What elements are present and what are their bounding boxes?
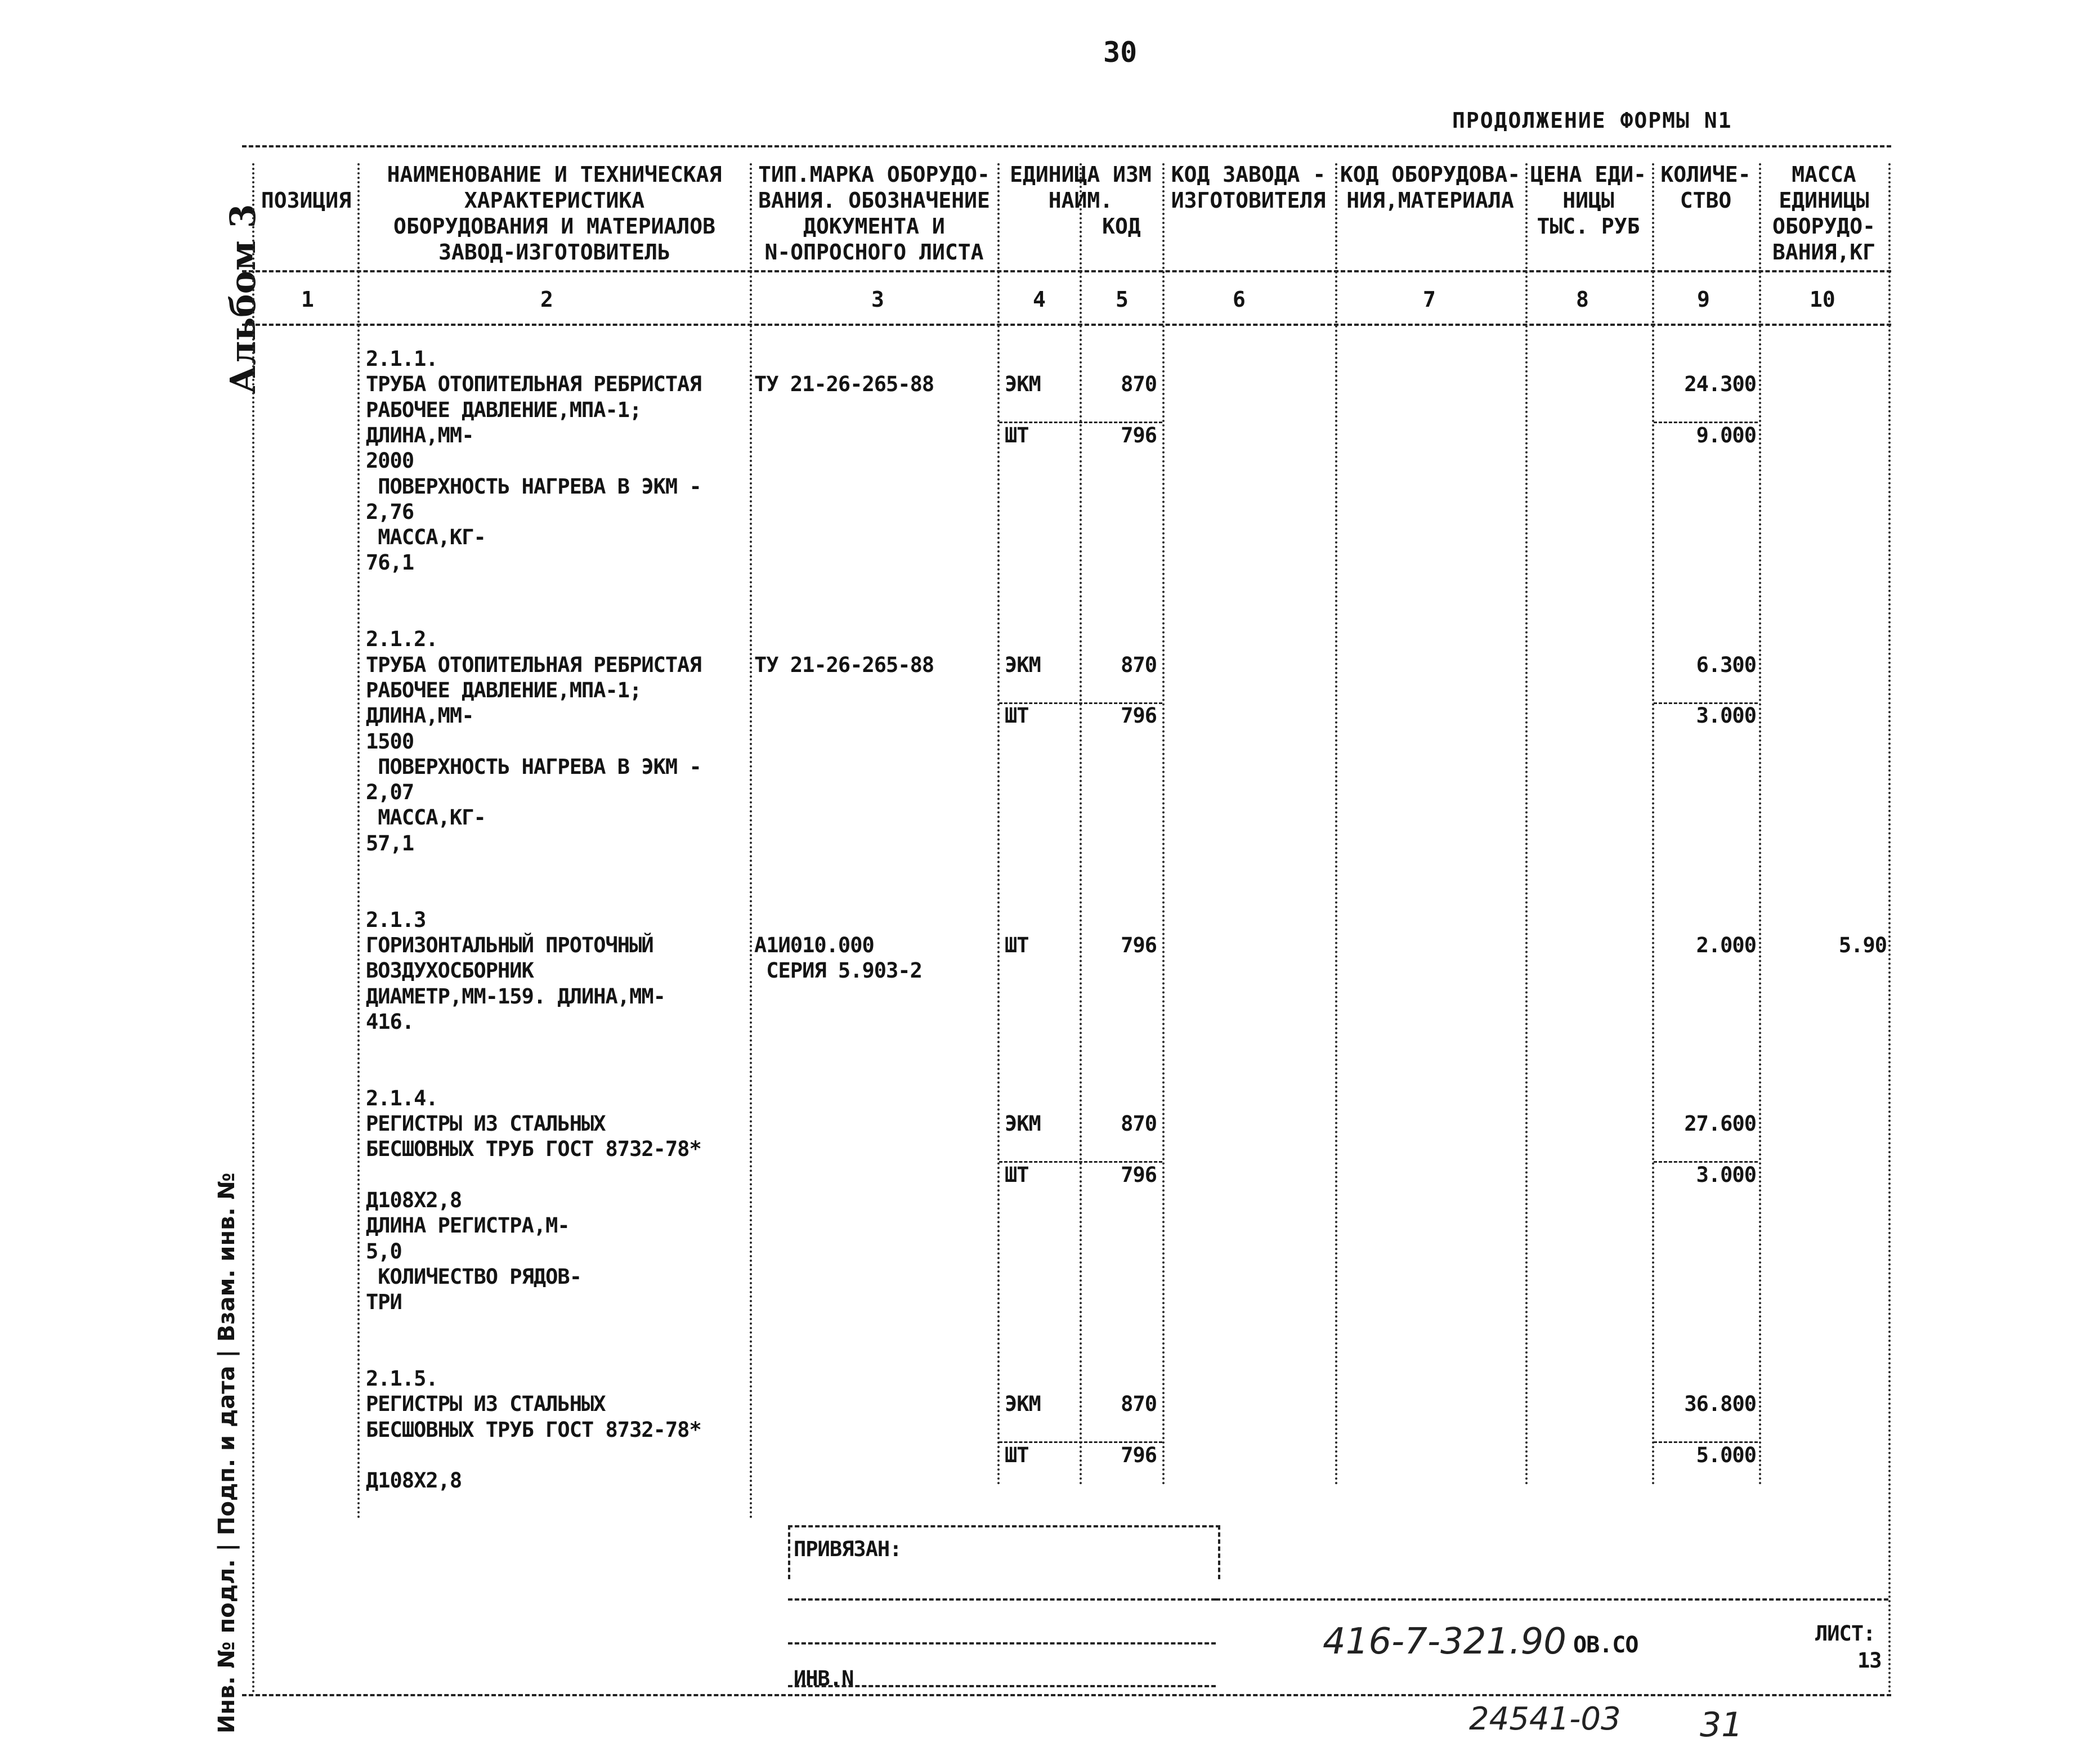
sheet-label: ЛИСТ:	[1815, 1621, 1875, 1646]
cell-c2: МАССА,КГ-	[366, 805, 486, 830]
cell-c2: МАССА,КГ-	[366, 525, 486, 549]
cell-c10: 5.90	[1838, 933, 1887, 957]
header-col-6: КОД ЗАВОДА - ИЗГОТОВИТЕЛЯ	[1171, 162, 1326, 213]
cell-c2: ТРУБА ОТОПИТЕЛЬНАЯ РЕБРИСТАЯ	[366, 372, 701, 396]
cell-c2: ТРИ	[366, 1290, 402, 1314]
cell-c9: 27.600	[1684, 1112, 1756, 1136]
cell-c2: 2.1.2.	[366, 627, 438, 651]
colnum-10: 10	[1810, 287, 1835, 312]
cell-c4: ЭКМ	[1005, 1392, 1041, 1416]
cell-c2: ГОРИЗОНТАЛЬНЫЙ ПРОТОЧНЫЙ	[366, 933, 653, 957]
rule-top	[242, 145, 1891, 147]
cell-c9: 3.000	[1696, 703, 1756, 728]
sheet-number: 13	[1857, 1648, 1882, 1673]
cell-c3: ТУ 21-26-265-88	[754, 653, 934, 677]
cell-c5: 796	[1121, 933, 1157, 957]
page-number: 30	[1103, 36, 1138, 69]
header-col-1: ПОЗИЦИЯ	[261, 188, 352, 213]
cell-c5: 796	[1121, 703, 1157, 728]
header-col-8: ЦЕНА ЕДИ- НИЦЫ ТЫС. РУБ	[1530, 162, 1646, 239]
cell-c2: ДЛИНА,ММ-	[366, 703, 474, 728]
cell-c2: БЕСШОВНЫХ ТРУБ ГОСТ 8732-78*	[366, 1137, 701, 1161]
cell-c2: РАБОЧЕЕ ДАВЛЕНИЕ,МПА-1;	[366, 678, 642, 702]
cell-c2: 2000	[366, 449, 414, 473]
col-sep	[1162, 163, 1165, 1486]
header-col-4: ЕДИНИЦА ИЗМ НАИМ.	[1010, 162, 1152, 213]
colnum-2: 2	[540, 287, 553, 312]
rule-colnum-bottom	[242, 324, 1891, 326]
colnum-7: 7	[1423, 287, 1436, 312]
colnum-1: 1	[301, 287, 314, 312]
cell-c4: ШТ	[1005, 703, 1029, 728]
cell-c2: БЕСШОВНЫХ ТРУБ ГОСТ 8732-78*	[366, 1418, 701, 1442]
cell-c2: РЕГИСТРЫ ИЗ СТАЛЬНЫХ	[366, 1112, 606, 1136]
cell-c3: А1И010.000	[754, 933, 874, 957]
cell-c2: 1500	[366, 729, 414, 754]
cell-c4: ШТ	[1005, 1443, 1029, 1467]
col-sep	[750, 163, 752, 1520]
cell-c2: ДЛИНА РЕГИСТРА,М-	[366, 1213, 570, 1238]
stamp-inv-label: ИНВ.N	[794, 1666, 854, 1691]
cell-c2: ПОВЕРХНОСТЬ НАГРЕВА В ЭКМ -	[366, 755, 701, 779]
col-sep	[252, 163, 254, 1694]
colnum-8: 8	[1576, 287, 1589, 312]
cell-c2: ДЛИНА,ММ-	[366, 423, 474, 447]
side-album-label: Альбом 3	[222, 204, 263, 394]
annex-title: ПРОДОЛЖЕНИЕ ФОРМЫ N1	[1452, 108, 1732, 133]
col-sep	[1888, 163, 1891, 1694]
cell-c2: 57,1	[366, 831, 414, 855]
cell-c9: 9.000	[1696, 423, 1756, 447]
stamp-linked-label: ПРИВЯЗАН:	[794, 1537, 902, 1561]
colnum-4: 4	[1033, 287, 1046, 312]
cell-c4: ШТ	[1005, 1163, 1029, 1187]
doc-code: 416-7-321.90	[1323, 1621, 1566, 1663]
cell-c9: 6.300	[1696, 653, 1756, 677]
cell-c2: ПОВЕРХНОСТЬ НАГРЕВА В ЭКМ -	[366, 474, 701, 499]
cell-c5: 870	[1121, 1392, 1157, 1416]
cell-c5: 870	[1121, 653, 1157, 677]
stamp-right-rule	[1216, 1598, 1888, 1601]
cell-c2: 5,0	[366, 1239, 402, 1263]
stamp-rule	[788, 1642, 1216, 1645]
cell-c9: 24.300	[1684, 372, 1756, 396]
col-sep	[1335, 163, 1337, 1486]
cell-c9: 36.800	[1684, 1392, 1756, 1416]
cell-c2: Д108Х2,8	[366, 1468, 462, 1493]
side-stamp-label: Инв. № подл. | Подп. и дата | Взам. инв. №	[214, 1172, 240, 1733]
cell-c5: 796	[1121, 1443, 1157, 1467]
cell-c3: ТУ 21-26-265-88	[754, 372, 934, 396]
cell-c4: ШТ	[1005, 933, 1029, 957]
colnum-9: 9	[1697, 287, 1710, 312]
rule-header-bottom	[242, 270, 1891, 272]
footer-page-number: 31	[1700, 1705, 1743, 1745]
cell-c2: 2.1.4.	[366, 1086, 438, 1110]
cell-c2: 2,07	[366, 780, 414, 804]
cell-c2: ТРУБА ОТОПИТЕЛЬНАЯ РЕБРИСТАЯ	[366, 653, 701, 677]
cell-c5: 796	[1121, 423, 1157, 447]
header-col-2: НАИМЕНОВАНИЕ И ТЕХНИЧЕСКАЯ ХАРАКТЕРИСТИКА ОБОРУДОВАНИЯ И МАТЕРИАЛОВ ЗАВОД-ИЗГОТОВИТЕЛЬ	[387, 162, 722, 265]
cell-c2: ВОЗДУХОСБОРНИК	[366, 958, 534, 983]
col-sep	[357, 163, 360, 1520]
header-col-9: КОЛИЧЕ- СТВО	[1660, 162, 1751, 213]
cell-c9: 2.000	[1696, 933, 1756, 957]
cell-c5: 870	[1121, 372, 1157, 396]
colnum-5: 5	[1116, 287, 1129, 312]
colnum-3: 3	[871, 287, 884, 312]
col-sep	[1652, 163, 1654, 1486]
doc-suffix: ОВ.СО	[1573, 1632, 1638, 1658]
col-sep	[997, 163, 1000, 1486]
col-sep	[1080, 163, 1082, 1486]
cell-c2: Д108Х2,8	[366, 1188, 462, 1212]
header-col-7: КОД ОБОРУДОВА- НИЯ,МАТЕРИАЛА	[1340, 162, 1521, 213]
cell-c2: 2.1.1.	[366, 347, 438, 371]
header-col-10: МАССА ЕДИНИЦЫ ОБОРУДО- ВАНИЯ,КГ	[1772, 162, 1876, 265]
cell-c4: ЭКМ	[1005, 653, 1041, 677]
cell-c9: 5.000	[1696, 1443, 1756, 1467]
col-sep	[1759, 163, 1761, 1486]
cell-c2: 2,76	[366, 500, 414, 524]
footer-handwritten-number: 24541-03	[1469, 1701, 1621, 1737]
cell-c5: 870	[1121, 1112, 1157, 1136]
cell-c2: 76,1	[366, 550, 414, 575]
cell-c9: 3.000	[1696, 1163, 1756, 1187]
colnum-6: 6	[1233, 287, 1246, 312]
cell-c3: СЕРИЯ 5.903-2	[754, 958, 922, 983]
cell-c2: 2.1.3	[366, 908, 426, 932]
cell-c2: 2.1.5.	[366, 1366, 438, 1391]
cell-c2: РАБОЧЕЕ ДАВЛЕНИЕ,МПА-1;	[366, 398, 642, 422]
cell-c2: ДИАМЕТР,ММ-159. ДЛИНА,ММ-	[366, 984, 665, 1009]
cell-c4: ЭКМ	[1005, 1112, 1041, 1136]
header-col-5: КОД	[1102, 214, 1141, 239]
col-sep	[1525, 163, 1528, 1486]
header-col-3: ТИП.МАРКА ОБОРУДО- ВАНИЯ. ОБОЗНАЧЕНИЕ ДОКУМЕНТА И N-ОПРОСНОГО ЛИСТА	[758, 162, 990, 265]
cell-c4: ШТ	[1005, 423, 1029, 447]
cell-c2: КОЛИЧЕСТВО РЯДОВ-	[366, 1265, 581, 1289]
cell-c2: РЕГИСТРЫ ИЗ СТАЛЬНЫХ	[366, 1392, 606, 1416]
rule-bottom	[242, 1694, 1891, 1696]
cell-c5: 796	[1121, 1163, 1157, 1187]
cell-c4: ЭКМ	[1005, 372, 1041, 396]
cell-c2: 416.	[366, 1010, 414, 1034]
